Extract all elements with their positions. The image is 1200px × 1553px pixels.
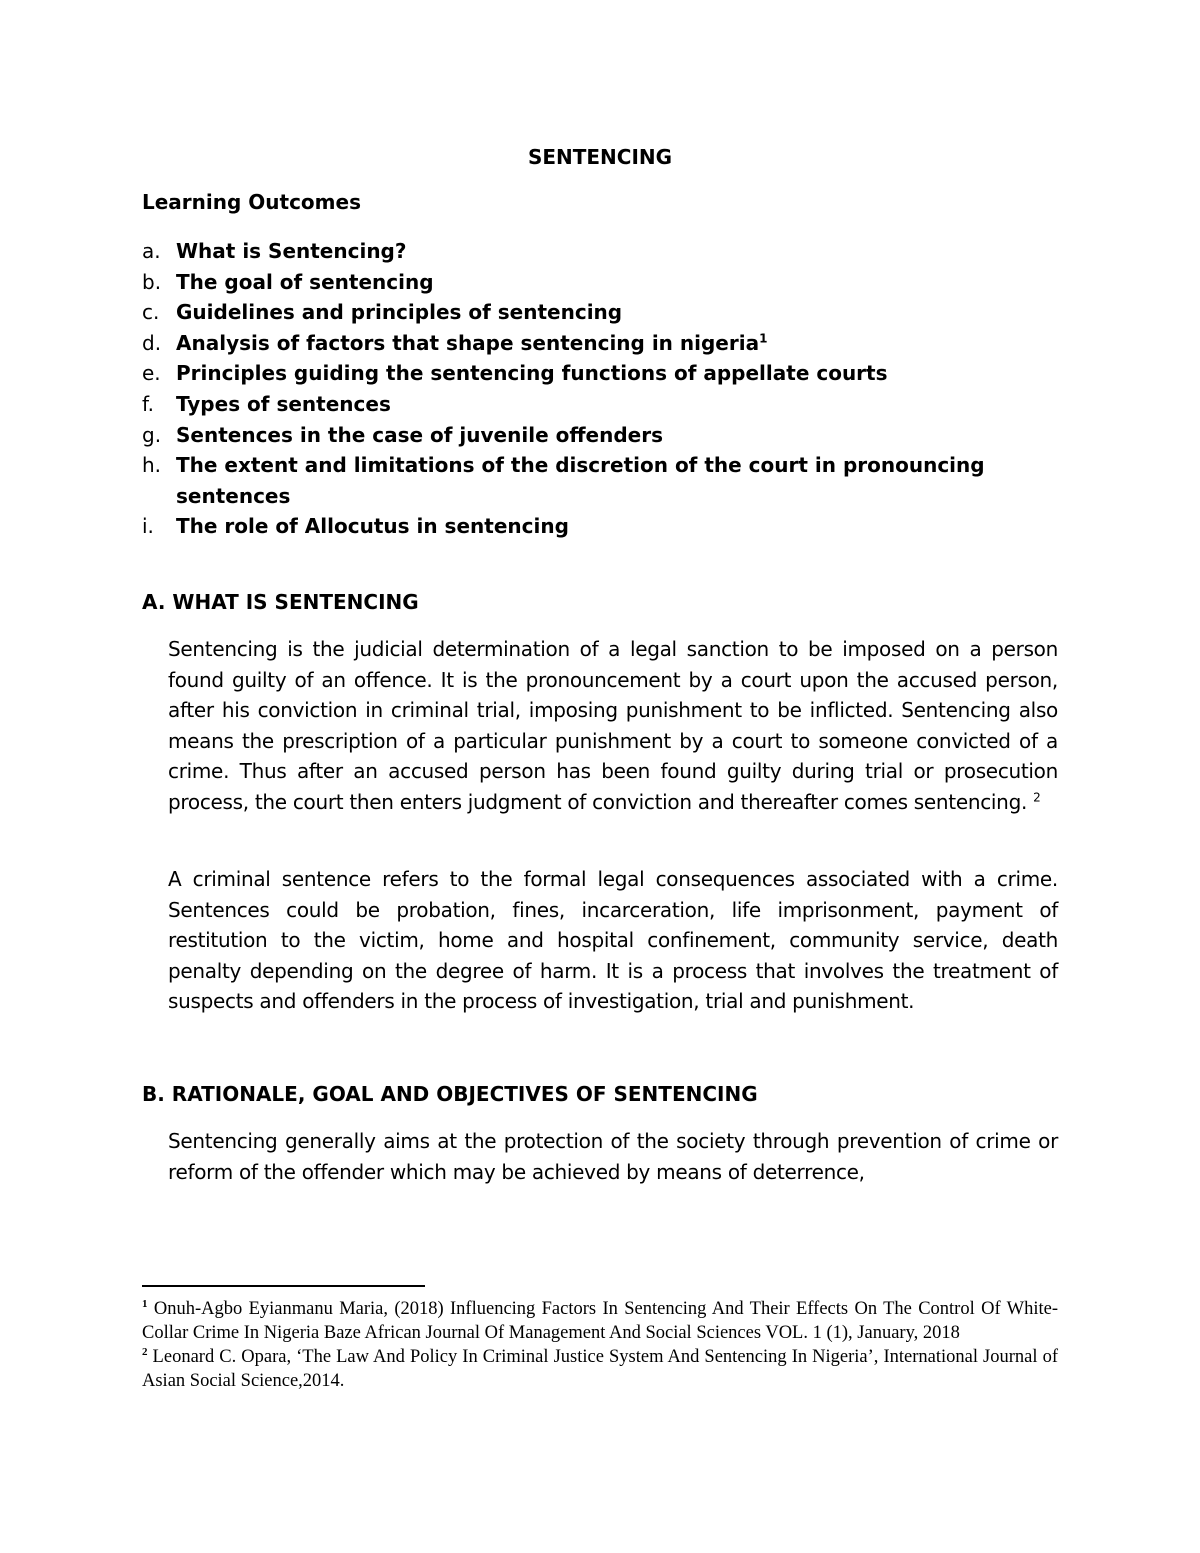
footnote-number: 1 xyxy=(142,1297,148,1310)
list-item xyxy=(142,328,1062,359)
section-a-paragraph-1 xyxy=(168,634,1058,818)
list-marker: d. xyxy=(142,330,162,355)
list-marker: i. xyxy=(142,514,154,539)
list-item-text: Sentences in the case of juvenile offenders xyxy=(176,422,663,447)
list-marker: h. xyxy=(142,453,162,478)
list-item xyxy=(142,511,1062,542)
list-item-text-content: Analysis of factors that shape sentencing in nigeria xyxy=(176,330,760,355)
footnote-ref[interactable]: 1 xyxy=(759,331,768,346)
section-b-heading: B. RATIONALE, GOAL AND OBJECTIVES OF SENTENCING xyxy=(142,1082,758,1106)
footnote-text: Leonard C. Opara, ‘The Law And Policy In Criminal Justice System And Sentencing In Nigeria’, International Journal of Asian Social Science,2014. xyxy=(142,1347,1058,1391)
list-item-text: Types of sentences xyxy=(176,391,391,416)
list-marker: b. xyxy=(142,269,162,294)
footnote xyxy=(142,1297,1058,1345)
list-item xyxy=(142,297,1062,328)
list-marker: f. xyxy=(142,391,154,416)
list-item xyxy=(142,450,1062,511)
list-marker: c. xyxy=(142,300,160,325)
list-item-text: The extent and limitations of the discretion of the court in pronouncing sentences xyxy=(176,453,985,508)
list-item-text: The goal of sentencing xyxy=(176,269,434,294)
list-item-text: Guidelines and principles of sentencing xyxy=(176,300,623,325)
list-item xyxy=(142,420,1062,451)
learning-outcomes-list xyxy=(142,236,1062,542)
footnote xyxy=(142,1345,1058,1393)
section-a-heading: A. WHAT IS SENTENCING xyxy=(142,590,419,614)
list-item-text: What is Sentencing? xyxy=(176,239,407,263)
list-item xyxy=(142,358,1062,389)
section-a-paragraph-2: A criminal sentence refers to the formal legal consequences associated with a crime. Sentences could be probation, fines, incarceration, life imprisonment, payment of restitution to the victim, home and hospital confinement, community service, death penalty depending on the degree of harm. It is a process that involves the treatment of suspects and offenders in the process of investigation, trial and punishment. xyxy=(168,867,1058,1014)
list-item xyxy=(142,267,1062,298)
list-marker: a. xyxy=(142,239,161,263)
list-item-text xyxy=(176,328,1062,359)
learning-outcomes-heading: Learning Outcomes xyxy=(142,190,361,214)
footnotes xyxy=(142,1297,1058,1393)
footnote-separator xyxy=(142,1285,425,1287)
document-title: SENTENCING xyxy=(527,145,673,169)
footnote-text: Onuh-Agbo Eyianmanu Maria, (2018) Influencing Factors In Sentencing And Their Effects On The Control Of White-Collar Crime In Nigeria Baze African Journal Of Management And Social Sciences VOL. 1 (1), January, 2018 xyxy=(142,1299,1058,1343)
list-marker: g. xyxy=(142,422,162,447)
list-item-text: Principles guiding the sentencing functions of appellate courts xyxy=(176,361,888,386)
list-item-text: The role of Allocutus in sentencing xyxy=(176,514,569,539)
list-item xyxy=(142,389,1062,420)
paragraph-text: Sentencing is the judicial determination of a legal sanction to be imposed on a person found guilty of an offence. It is the pronouncement by a court upon the accused person, after his conviction in criminal trial, imposing punishment to be inflicted. Sentencing also means the prescription of a particular punishment by a court to someone convicted of a crime. Thus after an accused person has been found guilty during trial or prosecution process, the court then enters judgment of conviction and thereafter comes sentencing. xyxy=(168,637,1058,814)
footnote-number: 2 xyxy=(142,1345,148,1358)
footnote-ref[interactable]: 2 xyxy=(1033,790,1041,805)
list-item xyxy=(142,236,1062,267)
list-marker: e. xyxy=(142,361,161,386)
section-b-paragraph-1: Sentencing generally aims at the protection of the society through prevention of crime or reform of the offender which may be achieved by means of deterrence, xyxy=(168,1129,1058,1184)
